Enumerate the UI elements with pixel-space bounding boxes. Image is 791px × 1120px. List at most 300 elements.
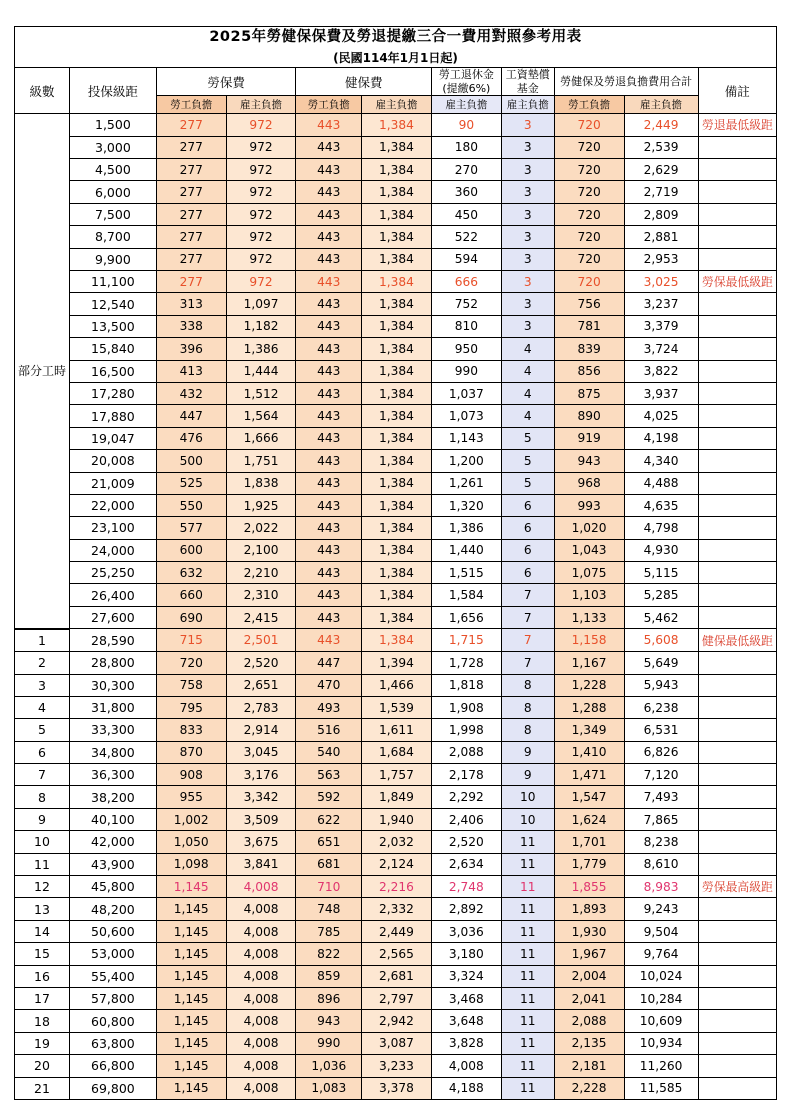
cell-wage-fund: 3 [501,226,554,248]
cell-total-employee: 720 [554,226,624,248]
cell-labor-insurance-employee: 413 [156,360,226,382]
cell-bracket: 50,600 [70,920,157,942]
table-row [15,360,777,382]
cell-bracket: 1,500 [70,114,157,136]
cell-bracket: 23,100 [70,517,157,539]
cell-total-employer: 8,610 [624,853,698,875]
cell-grade: 11 [15,853,70,875]
cell-labor-pension: 1,320 [431,494,501,516]
side-label-part-time: 部分工時 [15,114,70,629]
cell-remark [698,764,776,786]
cell-total-employee: 875 [554,382,624,404]
cell-wage-fund: 6 [501,562,554,584]
cell-grade: 9 [15,808,70,830]
cell-total-employee: 720 [554,181,624,203]
cell-grade: 1 [15,629,70,652]
cell-total-employer: 5,115 [624,562,698,584]
cell-labor-insurance-employee: 833 [156,719,226,741]
table-row [15,719,777,741]
cell-health-insurance-employer: 2,942 [362,1010,432,1032]
cell-wage-fund: 4 [501,360,554,382]
cell-labor-insurance-employer: 4,008 [226,1010,296,1032]
cell-wage-fund: 7 [501,652,554,674]
cell-bracket: 33,300 [70,719,157,741]
cell-bracket: 45,800 [70,876,157,898]
cell-remark [698,293,776,315]
cell-health-insurance-employee: 540 [296,741,362,763]
cell-total-employer: 2,539 [624,136,698,158]
cell-health-insurance-employer: 2,124 [362,853,432,875]
cell-grade: 4 [15,696,70,718]
cell-health-insurance-employee: 622 [296,808,362,830]
cell-health-insurance-employer: 2,681 [362,965,432,987]
cell-remark [698,674,776,696]
cell-grade: 8 [15,786,70,808]
header-total: 勞健保及勞退負擔費用合計 [554,67,698,96]
cell-labor-insurance-employer: 3,176 [226,764,296,786]
cell-total-employer: 5,649 [624,652,698,674]
cell-labor-insurance-employer: 2,520 [226,652,296,674]
cell-health-insurance-employee: 443 [296,159,362,181]
cell-health-insurance-employer: 1,384 [362,181,432,203]
cell-total-employee: 720 [554,248,624,270]
cell-wage-fund: 5 [501,472,554,494]
table-row [15,181,777,203]
cell-total-employer: 9,764 [624,943,698,965]
cell-remark: 勞保最低級距 [698,270,776,292]
cell-labor-insurance-employee: 1,145 [156,1010,226,1032]
cell-total-employer: 3,822 [624,360,698,382]
cell-labor-insurance-employer: 3,841 [226,853,296,875]
header-remark: 備註 [698,67,776,114]
cell-wage-fund: 3 [501,159,554,181]
cell-labor-insurance-employee: 432 [156,382,226,404]
cell-labor-insurance-employer: 972 [226,181,296,203]
cell-health-insurance-employee: 443 [296,472,362,494]
table-row [15,786,777,808]
cell-total-employee: 2,135 [554,1032,624,1054]
cell-health-insurance-employee: 443 [296,405,362,427]
cell-remark [698,203,776,225]
cell-labor-insurance-employee: 715 [156,629,226,652]
cell-remark: 健保最低級距 [698,629,776,652]
cell-labor-insurance-employee: 1,098 [156,853,226,875]
cell-grade: 7 [15,764,70,786]
cell-labor-insurance-employee: 720 [156,652,226,674]
table-row [15,920,777,942]
cell-labor-insurance-employee: 313 [156,293,226,315]
cell-remark [698,517,776,539]
cell-labor-pension: 1,584 [431,584,501,606]
cell-bracket: 16,500 [70,360,157,382]
cell-remark [698,494,776,516]
cell-labor-insurance-employer: 2,914 [226,719,296,741]
cell-total-employer: 4,488 [624,472,698,494]
cell-labor-insurance-employer: 1,444 [226,360,296,382]
cell-bracket: 7,500 [70,203,157,225]
cell-total-employer: 8,983 [624,876,698,898]
cell-total-employee: 993 [554,494,624,516]
cell-labor-insurance-employer: 972 [226,248,296,270]
cell-total-employer: 3,025 [624,270,698,292]
cell-wage-fund: 3 [501,315,554,337]
cell-total-employee: 720 [554,203,624,225]
cell-bracket: 43,900 [70,853,157,875]
cell-remark: 勞退最低級距 [698,114,776,136]
cell-wage-fund: 3 [501,136,554,158]
cell-labor-pension: 3,036 [431,920,501,942]
cell-remark [698,181,776,203]
cell-health-insurance-employee: 470 [296,674,362,696]
cell-health-insurance-employee: 563 [296,764,362,786]
cell-labor-pension: 90 [431,114,501,136]
cell-labor-insurance-employer: 972 [226,226,296,248]
cell-health-insurance-employer: 1,384 [362,248,432,270]
cell-bracket: 38,200 [70,786,157,808]
cell-remark [698,382,776,404]
cell-labor-pension: 1,440 [431,539,501,561]
cell-total-employer: 2,809 [624,203,698,225]
cell-labor-insurance-employee: 277 [156,181,226,203]
cell-bracket: 11,100 [70,270,157,292]
cell-bracket: 15,840 [70,338,157,360]
cell-total-employer: 3,379 [624,315,698,337]
table-row [15,696,777,718]
cell-health-insurance-employee: 710 [296,876,362,898]
cell-total-employee: 1,547 [554,786,624,808]
cell-total-employee: 1,043 [554,539,624,561]
table-row [15,248,777,270]
cell-labor-pension: 950 [431,338,501,360]
cell-health-insurance-employee: 592 [296,786,362,808]
cell-total-employer: 2,719 [624,181,698,203]
table-row [15,652,777,674]
cell-remark [698,606,776,628]
cell-labor-pension: 1,200 [431,450,501,472]
cell-wage-fund: 3 [501,203,554,225]
cell-total-employer: 4,025 [624,405,698,427]
cell-wage-fund: 9 [501,741,554,763]
table-row [15,943,777,965]
cell-total-employee: 781 [554,315,624,337]
cell-total-employee: 2,088 [554,1010,624,1032]
cell-labor-insurance-employee: 870 [156,741,226,763]
cell-grade: 10 [15,831,70,853]
cell-total-employer: 4,798 [624,517,698,539]
cell-total-employee: 890 [554,405,624,427]
cell-labor-pension: 810 [431,315,501,337]
header-fund-employer: 雇主負擔 [501,96,554,114]
cell-bracket: 21,009 [70,472,157,494]
cell-health-insurance-employer: 1,384 [362,270,432,292]
cell-total-employer: 9,243 [624,898,698,920]
cell-total-employer: 6,826 [624,741,698,763]
cell-labor-insurance-employee: 277 [156,203,226,225]
cell-remark [698,1032,776,1054]
table-row [15,562,777,584]
table-row [15,315,777,337]
cell-grade: 13 [15,898,70,920]
cell-remark [698,159,776,181]
cell-health-insurance-employer: 2,449 [362,920,432,942]
header-pension-employer: 雇主負擔 [431,96,501,114]
cell-grade: 12 [15,876,70,898]
cell-labor-insurance-employee: 1,050 [156,831,226,853]
cell-labor-pension: 3,648 [431,1010,501,1032]
cell-labor-pension: 1,656 [431,606,501,628]
table-row [15,741,777,763]
cell-health-insurance-employee: 943 [296,1010,362,1032]
cell-bracket: 17,280 [70,382,157,404]
cell-health-insurance-employee: 1,036 [296,1055,362,1077]
cell-bracket: 19,047 [70,427,157,449]
cell-total-employee: 1,075 [554,562,624,584]
cell-health-insurance-employee: 681 [296,853,362,875]
cell-labor-pension: 1,386 [431,517,501,539]
table-row [15,1077,777,1099]
header-grade: 級數 [15,67,70,114]
cell-health-insurance-employee: 493 [296,696,362,718]
cell-labor-insurance-employer: 1,512 [226,382,296,404]
cell-remark [698,696,776,718]
cell-labor-insurance-employer: 2,651 [226,674,296,696]
cell-health-insurance-employer: 1,940 [362,808,432,830]
table-row [15,539,777,561]
cell-labor-insurance-employee: 277 [156,270,226,292]
cell-total-employee: 1,471 [554,764,624,786]
cell-labor-pension: 1,908 [431,696,501,718]
cell-health-insurance-employee: 443 [296,203,362,225]
cell-wage-fund: 5 [501,450,554,472]
cell-labor-pension: 752 [431,293,501,315]
cell-labor-insurance-employee: 1,145 [156,987,226,1009]
cell-total-employee: 2,004 [554,965,624,987]
cell-labor-pension: 3,828 [431,1032,501,1054]
cell-remark [698,338,776,360]
cell-total-employee: 1,855 [554,876,624,898]
cell-grade: 3 [15,674,70,696]
cell-labor-insurance-employee: 1,145 [156,920,226,942]
cell-remark [698,315,776,337]
cell-health-insurance-employer: 1,384 [362,226,432,248]
cell-labor-pension: 1,143 [431,427,501,449]
cell-labor-insurance-employer: 3,675 [226,831,296,853]
cell-bracket: 26,400 [70,584,157,606]
cell-labor-pension: 2,892 [431,898,501,920]
cell-wage-fund: 11 [501,876,554,898]
cell-health-insurance-employer: 1,394 [362,652,432,674]
cell-remark [698,427,776,449]
cell-grade: 17 [15,987,70,1009]
cell-total-employee: 2,041 [554,987,624,1009]
cell-wage-fund: 3 [501,181,554,203]
cell-remark [698,831,776,853]
cell-remark [698,965,776,987]
cell-remark [698,584,776,606]
cell-health-insurance-employee: 443 [296,293,362,315]
cell-health-insurance-employee: 516 [296,719,362,741]
cell-remark [698,360,776,382]
cell-wage-fund: 11 [501,943,554,965]
cell-total-employer: 7,493 [624,786,698,808]
table-row [15,584,777,606]
cell-wage-fund: 8 [501,674,554,696]
cell-total-employee: 919 [554,427,624,449]
cell-total-employer: 2,881 [624,226,698,248]
cell-labor-pension: 180 [431,136,501,158]
cell-wage-fund: 3 [501,293,554,315]
cell-grade: 15 [15,943,70,965]
cell-bracket: 27,600 [70,606,157,628]
table-row [15,831,777,853]
cell-total-employer: 5,285 [624,584,698,606]
table-row [15,898,777,920]
cell-labor-insurance-employee: 1,145 [156,1032,226,1054]
cell-health-insurance-employee: 785 [296,920,362,942]
cell-bracket: 34,800 [70,741,157,763]
cell-health-insurance-employer: 1,384 [362,606,432,628]
cell-health-insurance-employee: 443 [296,562,362,584]
cell-health-insurance-employee: 443 [296,606,362,628]
cell-health-insurance-employer: 1,539 [362,696,432,718]
cell-total-employee: 2,181 [554,1055,624,1077]
cell-health-insurance-employee: 443 [296,584,362,606]
cell-health-insurance-employer: 1,384 [362,360,432,382]
title-main: 2025年勞健保保費及勞退提繳三合一費用對照參考用表 [209,29,582,45]
cell-labor-insurance-employer: 1,182 [226,315,296,337]
cell-bracket: 9,900 [70,248,157,270]
cell-total-employer: 10,609 [624,1010,698,1032]
cell-total-employer: 4,198 [624,427,698,449]
cell-labor-insurance-employee: 1,002 [156,808,226,830]
cell-health-insurance-employer: 1,384 [362,450,432,472]
cell-health-insurance-employer: 1,384 [362,203,432,225]
header-hi-employee: 勞工負擔 [296,96,362,114]
cell-total-employee: 1,020 [554,517,624,539]
cell-health-insurance-employer: 1,384 [362,338,432,360]
cell-remark [698,652,776,674]
cell-grade: 19 [15,1032,70,1054]
cell-labor-insurance-employer: 3,342 [226,786,296,808]
table-row [15,405,777,427]
table-row [15,226,777,248]
cell-bracket: 22,000 [70,494,157,516]
cell-total-employer: 2,629 [624,159,698,181]
cell-labor-insurance-employer: 4,008 [226,987,296,1009]
header-li-employer: 雇主負擔 [226,96,296,114]
cell-remark [698,853,776,875]
cell-health-insurance-employee: 443 [296,315,362,337]
cell-health-insurance-employer: 1,384 [362,293,432,315]
cell-wage-fund: 6 [501,539,554,561]
cell-labor-pension: 2,520 [431,831,501,853]
cell-health-insurance-employer: 1,757 [362,764,432,786]
cell-bracket: 53,000 [70,943,157,965]
cell-wage-fund: 6 [501,494,554,516]
cell-health-insurance-employer: 1,384 [362,382,432,404]
table-row [15,674,777,696]
cell-wage-fund: 9 [501,764,554,786]
cell-health-insurance-employer: 2,332 [362,898,432,920]
cell-wage-fund: 11 [501,920,554,942]
cell-total-employee: 1,701 [554,831,624,853]
cell-health-insurance-employer: 1,466 [362,674,432,696]
table-row [15,987,777,1009]
cell-labor-insurance-employer: 4,008 [226,876,296,898]
cell-labor-insurance-employer: 4,008 [226,1032,296,1054]
cell-labor-insurance-employer: 2,022 [226,517,296,539]
cell-labor-pension: 450 [431,203,501,225]
cell-labor-insurance-employer: 1,666 [226,427,296,449]
cell-health-insurance-employee: 443 [296,360,362,382]
table-row [15,876,777,898]
cell-labor-insurance-employer: 4,008 [226,965,296,987]
cell-remark [698,136,776,158]
cell-labor-pension: 522 [431,226,501,248]
cell-total-employee: 1,288 [554,696,624,718]
cell-bracket: 12,540 [70,293,157,315]
table-row [15,965,777,987]
cell-health-insurance-employee: 443 [296,629,362,652]
cell-labor-insurance-employee: 908 [156,764,226,786]
cell-labor-pension: 1,715 [431,629,501,652]
cell-labor-insurance-employee: 447 [156,405,226,427]
cell-total-employer: 6,238 [624,696,698,718]
cell-remark [698,719,776,741]
cell-health-insurance-employee: 443 [296,136,362,158]
cell-total-employer: 3,937 [624,382,698,404]
cell-wage-fund: 7 [501,584,554,606]
cell-labor-insurance-employee: 277 [156,159,226,181]
cell-total-employer: 5,608 [624,629,698,652]
table-row [15,203,777,225]
cell-remark [698,943,776,965]
cell-health-insurance-employer: 3,378 [362,1077,432,1099]
cell-bracket: 8,700 [70,226,157,248]
cell-total-employer: 5,462 [624,606,698,628]
cell-labor-insurance-employee: 277 [156,248,226,270]
cell-labor-insurance-employer: 2,210 [226,562,296,584]
cell-health-insurance-employer: 3,233 [362,1055,432,1077]
table-row [15,1032,777,1054]
cell-labor-pension: 2,406 [431,808,501,830]
cell-remark [698,562,776,584]
cell-wage-fund: 5 [501,427,554,449]
cell-total-employee: 1,624 [554,808,624,830]
cell-health-insurance-employer: 1,384 [362,136,432,158]
header-labor-pension: 勞工退休金(提繳6%) [431,67,501,96]
cell-total-employee: 1,167 [554,652,624,674]
cell-labor-pension: 3,468 [431,987,501,1009]
table-row [15,853,777,875]
cell-remark: 勞保最高級距 [698,876,776,898]
cell-remark [698,248,776,270]
cell-health-insurance-employee: 443 [296,494,362,516]
table-row [15,808,777,830]
cell-labor-insurance-employee: 525 [156,472,226,494]
cell-wage-fund: 3 [501,114,554,136]
cell-labor-pension: 1,998 [431,719,501,741]
cell-bracket: 36,300 [70,764,157,786]
cell-labor-insurance-employee: 1,145 [156,1055,226,1077]
cell-wage-fund: 7 [501,606,554,628]
cell-health-insurance-employer: 1,384 [362,539,432,561]
cell-total-employer: 6,531 [624,719,698,741]
cell-labor-insurance-employer: 1,925 [226,494,296,516]
cell-labor-insurance-employer: 3,045 [226,741,296,763]
cell-remark [698,920,776,942]
cell-labor-pension: 666 [431,270,501,292]
